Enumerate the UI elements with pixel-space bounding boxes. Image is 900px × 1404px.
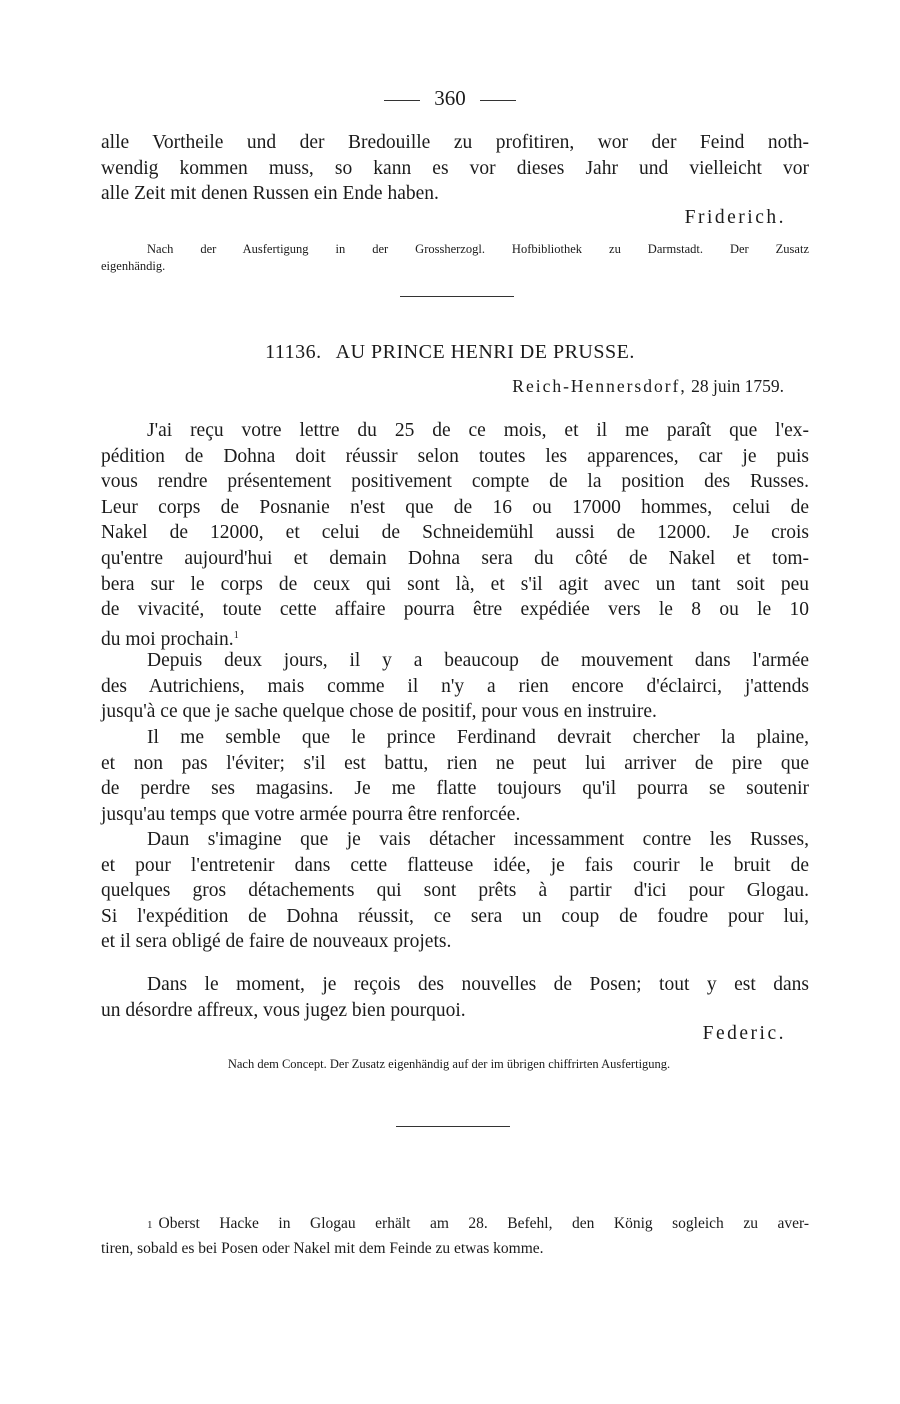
top-letter-source-note (101, 241, 809, 275)
section-divider (396, 1126, 510, 1127)
letter-source-note (101, 1056, 809, 1073)
footnote-reference: 1 (233, 629, 239, 641)
footnote-line (101, 1212, 809, 1237)
text-line-content: du moi prochain. (101, 628, 234, 650)
text-line: quelques gros détachements qui sont prêts à partir d'ici pour Glogau. (101, 880, 809, 902)
text-line: Nakel de 12000, et celui de Schneidemühl aussi de 12000. Je crois (101, 522, 809, 544)
text-line: qu'entre aujourd'hui et demain Dohna sera du côté de Nakel et tom- (101, 547, 809, 569)
note-line: eigenhändig. (101, 259, 166, 273)
page-header (0, 86, 900, 111)
text-line: pédition de Dohna doit réussir selon toutes les apparences, car je puis (101, 445, 809, 467)
footnote-line-content: Oberst Hacke in Glogau erhält am 28. Befehl, den König sogleich zu aver- (158, 1215, 809, 1232)
top-letter-text (101, 130, 809, 207)
text-line: jusqu'au temps que votre armée pourra être renforcée. (101, 803, 521, 825)
letter-paragraph-4 (101, 827, 809, 955)
page-number: 360 (434, 86, 466, 110)
text-line: de vivacité, toute cette affaire pourra être expédiée vers le 8 ou le 10 (101, 599, 809, 621)
note-line: Nach der Ausfertigung in der Grossherzogl. Hofbibliothek zu Darmstadt. Der Zusatz (147, 242, 809, 256)
text-line: Si l'expédition de Dohna réussit, ce sera un coup de foudre pour lui, (101, 905, 809, 927)
letter-heading (0, 341, 900, 364)
text-line: Depuis deux jours, il y a beaucoup de mouvement dans l'armée (147, 650, 809, 671)
text-line: de perdre ses magasins. Je me flatte toujours qu'il pourra se soutenir (101, 778, 809, 800)
note-line: Nach dem Concept. Der Zusatz eigenhändig auf der im übrigen chiffrirten Ausfertigung. (227, 1057, 671, 1071)
letter-signature: Federic. (702, 1023, 786, 1044)
footnote-line: tiren, sobald es bei Posen oder Nakel mit dem Feinde zu etwas komme. (101, 1240, 544, 1257)
letter-place-date (512, 376, 784, 397)
header-dash-right (480, 100, 516, 101)
text-line: jusqu'à ce que je sache quelque chose de positif, pour vous en instruire. (101, 701, 657, 723)
text-line: alle Zeit mit denen Russen ein Ende haben. (101, 183, 439, 205)
letter-paragraph-1 (101, 418, 809, 652)
text-line: et non pas l'éviter; s'il est battu, rien ne peut lui arriver de pire que (101, 752, 809, 774)
text-line: vous rendre présentement positivement compte de la position des Russes. (101, 471, 809, 493)
text-line: Leur corps de Posnanie n'est que de 16 ou 17000 hommes, celui de (101, 496, 809, 518)
section-divider (400, 296, 514, 297)
letter-paragraph-2 (101, 648, 809, 725)
header-dash-left (384, 100, 420, 101)
text-line: wendig kommen muss, so kann es vor dieses Jahr und vielleicht vor (101, 157, 809, 179)
text-line: alle Vortheile und der Bredouille zu profitiren, wor der Feind noth- (101, 132, 809, 153)
text-line: Dans le moment, je reçois des nouvelles de Posen; tout y est dans (147, 974, 809, 995)
text-line: J'ai reçu votre lettre du 25 de ce mois, et il me paraît que l'ex- (147, 420, 809, 441)
text-line: et pour l'entretenir dans cette flatteuse idée, je fais courir le bruit de (101, 854, 809, 876)
text-line: bera sur le corps de ceux qui sont là, et s'il agit avec un tant soit peu (101, 573, 809, 595)
text-line: un désordre affreux, vous jugez bien pourquoi. (101, 999, 466, 1021)
text-line: Il me semble que le prince Ferdinand devrait chercher la plaine, (147, 727, 809, 748)
letter-place: Reich-Hennersdorf, (512, 376, 687, 396)
text-line: Daun s'imagine que je vais détacher incessamment contre les Russes, (147, 829, 809, 850)
letter-date: 28 juin 1759. (691, 376, 784, 396)
footnote (101, 1212, 809, 1260)
letter-recipient: AU PRINCE HENRI DE PRUSSE. (335, 341, 635, 363)
letter-number: 11136. (265, 341, 322, 363)
footnote-mark: 1 (147, 1219, 153, 1231)
letter-paragraph-3 (101, 725, 809, 827)
text-line: des Autrichiens, mais comme il n'y a rien encore d'éclairci, j'attends (101, 675, 809, 697)
top-letter-signature: Friderich. (684, 207, 786, 228)
letter-postscript (101, 972, 809, 1023)
text-line: et il sera obligé de faire de nouveaux projets. (101, 931, 452, 953)
